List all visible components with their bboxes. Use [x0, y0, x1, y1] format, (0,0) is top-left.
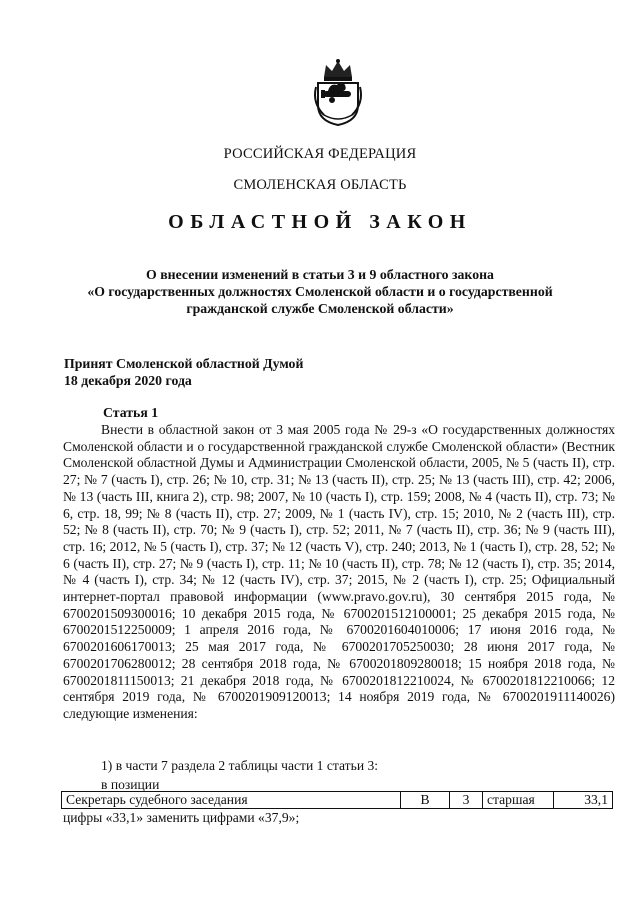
adoption-date: 18 декабря 2020 года [64, 373, 192, 388]
document-type-title: ОБЛАСТНОЙ ЗАКОН [168, 211, 472, 233]
position-cell: Секретарь судебного заседания [62, 792, 401, 809]
article-body: Внести в областной закон от 3 мая 2005 года № 29-з «О государственных должностях Смоленской области и о государственной гражданской службе Смоленской области» (Вестник Смоленской областной Думы и Администрации Смоленской области, 2005, № 5 (часть II), стр. 27; № 7 (часть I), стр. 26; № 10, стр. 31; № 13 (часть II), стр. 25; № 13 (часть III), стр. 42; 2006, № 13 (часть III, книга 2), стр. 98; 2007, № 10 (часть I), стр. 159; 2008, № 4 (часть II), стр. 73; № 6, стр. 18, 99; № 8 (часть II), стр. 27; 2009, № 1 (часть IV), стр. 15; 2010, № 2 (часть III), стр. 52; № 8 (часть II), стр. 70; № 9 (часть I), стр. 52; 2011, № 7 (часть II), стр. 36; № 9 (часть III), стр. 16; 2012, № 5 (часть I), стр. 37; № 12 (часть V), стр. 240; 2013, № 1 (часть I), стр. 28, 52; № 6 (часть II), стр. 27; № 9 (часть I), стр. 11; № 10 (часть II), стр. 78; № 12 (часть I), стр. 35; 2014, № 4 (часть I), стр. 34; № 12 (часть IV), стр. 37; 2015, № 2 (часть I), стр. 25; Официальный интернет-портал правовой информации (www.pravo.gov.ru), 30 сентября 2015 года, № 6700201509300016; 10 декабря 2015 года, № 6700201512100001; 25 декабря 2015 года, № 6700201512250009; 1 апреля 2016 года, № 6700201604010006; 17 июня 2016 года, № 6700201606170013; 25 мая 2017 года, № 6700201705250030; 28 июня 2017 года, № 6700201706280012; 28 сентября 2018 года, № 6700201809280018; 15 ноября 2018 года, № 6700201811150013; 21 декабря 2018 года, № 6700201812210024, № 6700201812210066; 12 сентября 2019 года, № 6700201909120013; 14 ноября 2019 года, № 6700201911140026) следующие изменения: [63, 422, 615, 721]
position-label: в позиции [101, 777, 160, 792]
table-row [62, 792, 613, 809]
subject-line: О внесении изменений в статьи 3 и 9 областного закона [146, 267, 494, 282]
subject-line: гражданской службе Смоленской области» [186, 301, 454, 316]
group-cell: старшая [483, 792, 554, 809]
replacement-text: цифры «33,1» заменить цифрами «37,9»; [63, 810, 300, 825]
subject-line: «О государственных должностях Смоленской области и о государственной [87, 284, 553, 299]
value-cell: 33,1 [554, 792, 613, 809]
smolensk-coat-of-arms-icon [310, 57, 366, 127]
category-cell: В [401, 792, 450, 809]
adoption-info [64, 355, 303, 389]
region-heading: СМОЛЕНСКАЯ ОБЛАСТЬ [233, 177, 407, 193]
adoption-body: Принят Смоленской областной Думой [64, 356, 304, 371]
article-title: Статья 1 [103, 405, 159, 420]
law-subject [0, 266, 640, 317]
position-table [61, 791, 613, 809]
amendment-item: 1) в части 7 раздела 2 таблицы части 1 статьи 3: [101, 758, 379, 773]
country-heading: РОССИЙСКАЯ ФЕДЕРАЦИЯ [223, 146, 417, 162]
group-number-cell: 3 [450, 792, 483, 809]
